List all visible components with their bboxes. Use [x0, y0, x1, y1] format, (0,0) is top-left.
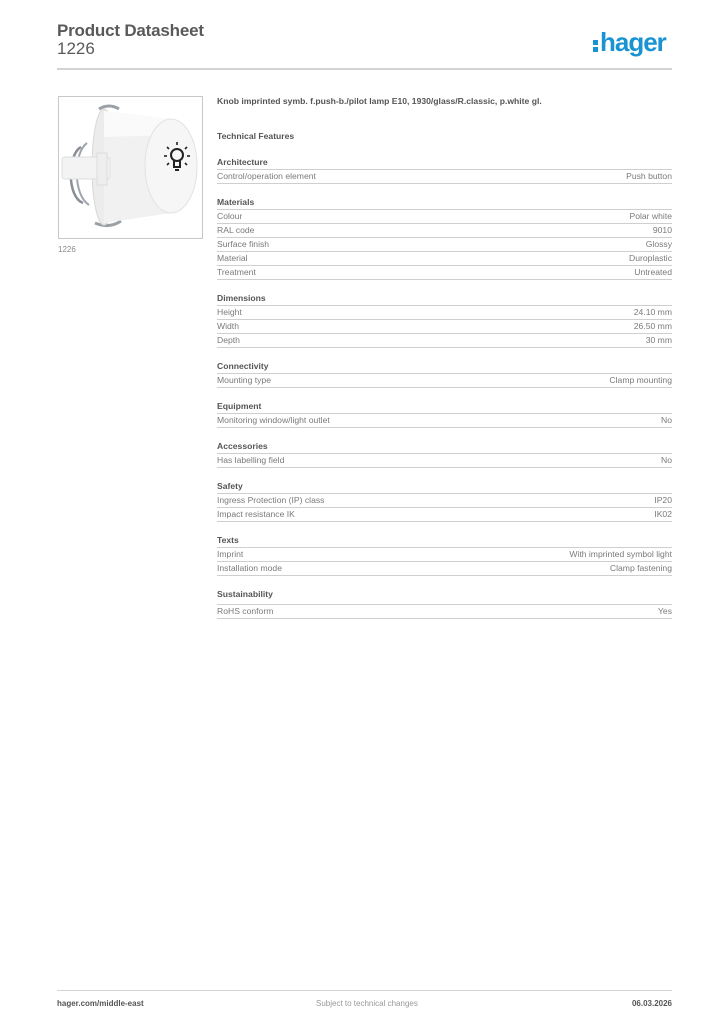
knob-illustration-icon [59, 97, 202, 238]
image-caption: 1226 [58, 245, 76, 254]
spec-row [217, 238, 672, 252]
spec-value: No [661, 455, 672, 465]
spec-label: Control/operation element [217, 171, 316, 181]
spec-row [217, 210, 672, 224]
spec-row [217, 306, 672, 320]
spec-value: Clamp fastening [609, 563, 672, 573]
logo-colon-icon [593, 40, 598, 52]
header-divider [57, 68, 672, 70]
spec-value: Polar white [629, 211, 672, 221]
product-number: 1226 [57, 39, 95, 58]
spec-row [217, 414, 672, 428]
spec-value: 26.50 mm [633, 321, 672, 331]
spec-label: Height [217, 307, 242, 317]
section-title: Safety [217, 481, 672, 494]
technical-features-heading: Technical Features [217, 131, 295, 141]
spec-value: 30 mm [645, 335, 672, 345]
spec-row [217, 320, 672, 334]
spec-label: Colour [217, 211, 243, 221]
section-safety [217, 481, 672, 522]
spec-value: Untreated [634, 267, 672, 277]
section-title: Sustainability [217, 589, 672, 605]
spec-label: Mounting type [217, 375, 271, 385]
spec-label: Monitoring window/light outlet [217, 415, 330, 425]
spec-value: Push button [626, 171, 672, 181]
section-title: Architecture [217, 157, 672, 170]
footer-website-link[interactable]: hager.com/middle-east [57, 999, 144, 1008]
spec-label: Ingress Protection (IP) class [217, 495, 325, 505]
spec-label: Imprint [217, 549, 244, 559]
section-equipment [217, 401, 672, 428]
section-materials [217, 197, 672, 280]
spec-row [217, 334, 672, 348]
spec-label: Has labelling field [217, 455, 285, 465]
section-dimensions [217, 293, 672, 348]
product-description: Knob imprinted symb. f.push-b./pilot lamp E10, 1930/glass/R.classic, p.white gl. [217, 96, 542, 106]
spec-value: No [661, 415, 672, 425]
footer-notice: Subject to technical changes [316, 999, 418, 1008]
section-accessories [217, 441, 672, 468]
spec-value: Duroplastic [629, 253, 672, 263]
section-title: Connectivity [217, 361, 672, 374]
section-connectivity [217, 361, 672, 388]
section-title: Texts [217, 535, 672, 548]
spec-row [217, 548, 672, 562]
spec-row [217, 562, 672, 576]
section-title: Dimensions [217, 293, 672, 306]
section-architecture [217, 157, 672, 184]
spec-row [217, 494, 672, 508]
footer-date: 06.03.2026 [631, 999, 672, 1008]
spec-row [217, 508, 672, 522]
spec-row [217, 374, 672, 388]
footer-divider [57, 990, 672, 991]
product-image [58, 96, 203, 239]
spec-label: Treatment [217, 267, 256, 277]
section-texts [217, 535, 672, 576]
spec-label: Depth [217, 335, 240, 345]
spec-row [217, 252, 672, 266]
spec-value: 24.10 mm [633, 307, 672, 317]
section-title: Equipment [217, 401, 672, 414]
spec-row [217, 170, 672, 184]
spec-row [217, 224, 672, 238]
spec-value: Clamp mounting [609, 375, 672, 385]
spec-value: Glossy [645, 239, 672, 249]
spec-label: Surface finish [217, 239, 270, 249]
spec-value: 9010 [652, 225, 672, 235]
section-title: Accessories [217, 441, 672, 454]
spec-label: Impact resistance IK [217, 509, 295, 519]
spec-row [217, 454, 672, 468]
spec-row [217, 266, 672, 280]
spec-label: RAL code [217, 225, 255, 235]
spec-label: Installation mode [217, 563, 282, 573]
spec-value: With imprinted symbol light [569, 549, 672, 559]
spec-row [217, 605, 672, 619]
spec-value: Yes [657, 606, 672, 616]
technical-content [217, 96, 672, 619]
section-title: Materials [217, 197, 672, 210]
spec-label: Width [217, 321, 239, 331]
spec-value: IK02 [654, 509, 672, 519]
page-title: Product Datasheet [57, 21, 204, 40]
spec-value: IP20 [654, 495, 672, 505]
spec-label: Material [217, 253, 248, 263]
section-sustainability [217, 589, 672, 619]
spec-label: RoHS conform [217, 606, 274, 616]
hager-logo [593, 27, 666, 58]
logo-text: hager [600, 27, 666, 57]
